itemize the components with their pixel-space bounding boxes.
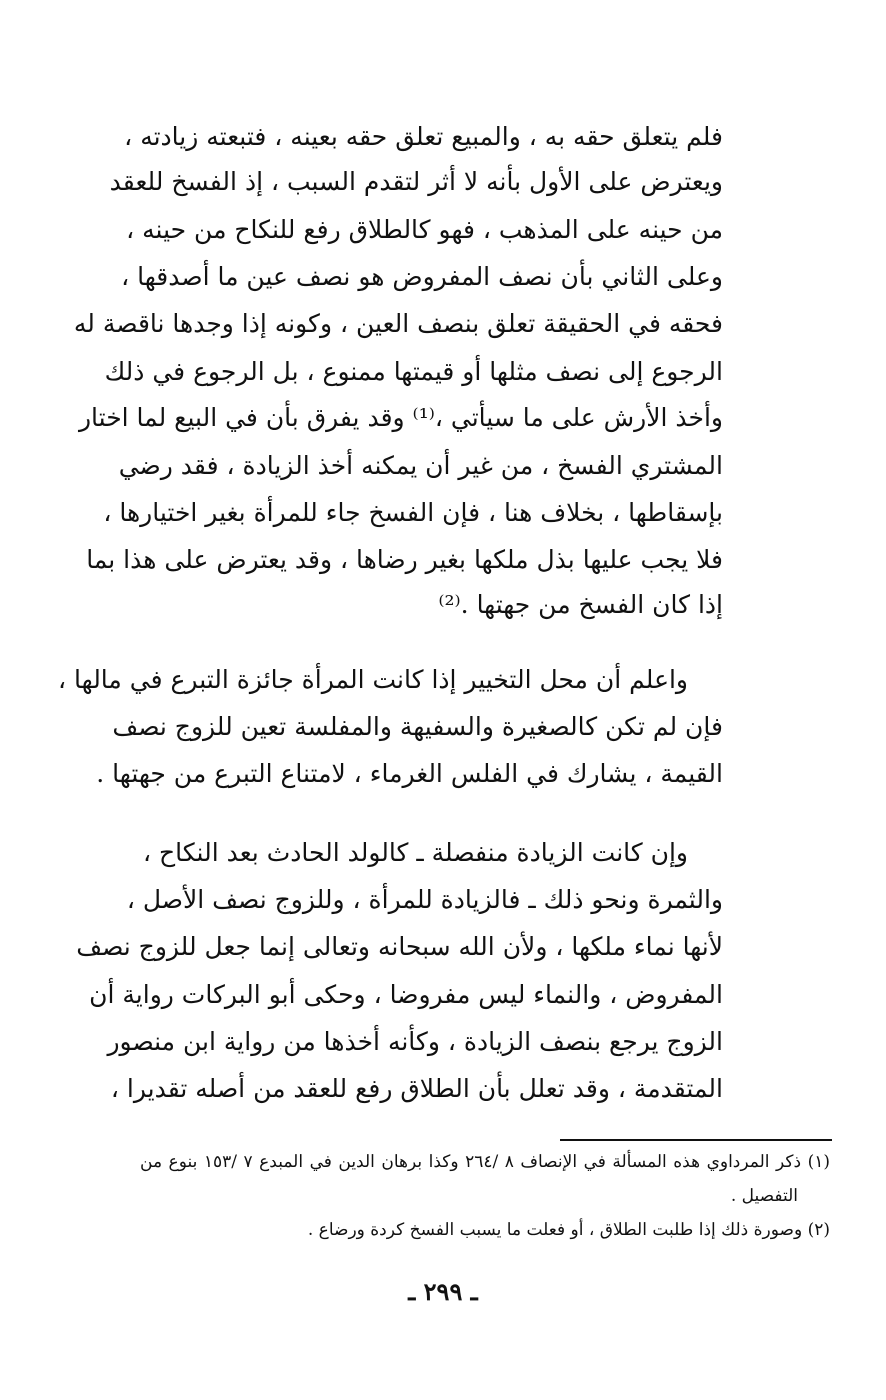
- footnote-marker: (١): [807, 1152, 830, 1172]
- footnote-separator: [560, 1139, 832, 1141]
- text-line: فلم يتعلق حقه به ، والمبيع تعلق حقه بعينه ، فتبعته زيادته ،: [124, 122, 723, 151]
- footnote-line: التفصيل .: [730, 1186, 798, 1206]
- text-line: فإن لم تكن كالصغيرة والسفيهة والمفلسة تعين للزوج نصف: [112, 712, 723, 741]
- text-line: فلا يجب عليها بذل ملكها بغير رضاها ، وقد يعترض على هذا بما: [86, 545, 723, 574]
- footnote-line: [140, 1218, 830, 1242]
- footnote-line: [140, 1150, 830, 1174]
- text-line: لأنها نماء ملكها ، ولأن الله سبحانه وتعالى إنما جعل للزوج نصف: [76, 932, 723, 961]
- text-line: فحقه في الحقيقة تعلق بنصف العين ، وكونه إذا وجدها ناقصة له: [73, 309, 723, 338]
- text-line: واعلم أن محل التخيير إذا كانت المرأة جائزة التبرع في مالها ،: [58, 665, 688, 694]
- footnote-text: ذكر المرداوي هذه المسألة في الإنصاف ٨ /٢٦٤ وكذا برهان الدين في المبدع ٧ /١٥٣ بنوع من: [140, 1152, 802, 1172]
- footnote-marker: (٢): [807, 1220, 830, 1240]
- text-line: إذا كان الفسخ من جهتها .⁽²⁾: [438, 590, 723, 619]
- text-line: والثمرة ونحو ذلك ـ فالزيادة للمرأة ، وللزوج نصف الأصل ،: [126, 885, 723, 914]
- text-line: وإن كانت الزيادة منفصلة ـ كالولد الحادث بعد النكاح ،: [142, 838, 688, 867]
- text-line: القيمة ، يشارك في الفلس الغرماء ، لامتناع التبرع من جهتها .: [96, 759, 723, 788]
- page-number: ـ ٢٩٩ ـ: [408, 1277, 478, 1306]
- text-line: وعلى الثاني بأن نصف المفروض هو نصف عين ما أصدقها ،: [121, 262, 723, 291]
- text-line: الزوج يرجع بنصف الزيادة ، وكأنه أخذها من رواية ابن منصور: [107, 1027, 723, 1056]
- text-line: المشتري الفسخ ، من غير أن يمكنه أخذ الزيادة ، فقد رضي: [118, 451, 723, 480]
- text-line: وأخذ الأرش على ما سيأتي ،⁽¹⁾ وقد يفرق بأن في البيع لما اختار: [78, 403, 723, 432]
- text-line: بإسقاطها ، بخلاف هنا ، فإن الفسخ جاء للمرأة بغير اختيارها ،: [103, 498, 723, 527]
- footnote-text: وصورة ذلك إذا طلبت الطلاق ، أو فعلت ما يسبب الفسخ كردة ورضاع .: [307, 1220, 803, 1240]
- text-line: المفروض ، والنماء ليس مفروضا ، وحكى أبو البركات رواية أن: [89, 980, 723, 1009]
- text-line: الرجوع إلى نصف مثلها أو قيمتها ممنوع ، بل الرجوع في ذلك: [104, 357, 723, 386]
- text-line: المتقدمة ، وقد تعلل بأن الطلاق رفع للعقد من أصله تقديرا ،: [110, 1074, 723, 1103]
- text-line: من حينه على المذهب ، فهو كالطلاق رفع للنكاح من حينه ،: [126, 215, 723, 244]
- text-line: ويعترض على الأول بأنه لا أثر لتقدم السبب ، إذ الفسخ للعقد: [109, 167, 723, 196]
